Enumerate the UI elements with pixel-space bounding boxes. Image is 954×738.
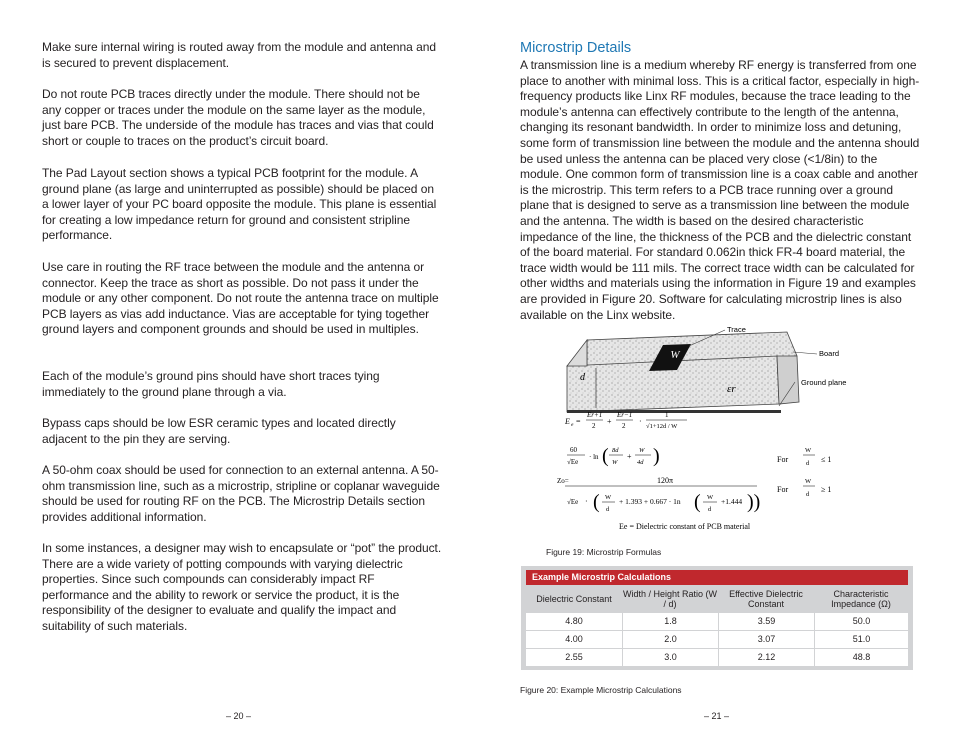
microstrip-diagram — [557, 322, 877, 538]
svg-text:+ 1.393 + 0.667 · 1n: + 1.393 + 0.667 · 1n — [619, 497, 681, 506]
characteristic-impedance-formula — [557, 445, 831, 513]
svg-text:2: 2 — [622, 422, 626, 430]
cell-characteristic-impedance: 51.0 — [852, 634, 871, 644]
svg-text:W: W — [805, 447, 812, 454]
svg-text:√Εe: √Εe — [567, 458, 579, 466]
right-page — [477, 0, 954, 738]
paragraph-bypass-caps: Bypass caps should be low ESR ceramic types and located directly adjacent to the pin they are serving. — [42, 416, 396, 446]
svg-text:(: ( — [694, 491, 701, 513]
svg-text:120π: 120π — [657, 476, 674, 485]
svg-text:For: For — [777, 485, 789, 494]
figure-19-caption: Figure 19: Microstrip Formulas — [546, 547, 662, 557]
svg-text:· ln: · ln — [589, 453, 599, 461]
effective-dielectric-formula — [564, 411, 687, 430]
paragraph-pcb-traces: Do not route PCB traces directly under the module. There should not be any copper or traces under the module on the same layer as the module, just bare PCB. The underside of the module has traces and vias that could short or couple to traces on the product’s circuit board. — [42, 87, 434, 148]
svg-text:+1.444: +1.444 — [721, 497, 743, 506]
paragraph-ground-plane: The Pad Layout section shows a typical PCB footprint for the module. A ground plane (as large and uninterrupted as possible) should be placed on a lower layer of your PC board opposite the module. This plane is essential for creating a low impedance return for ground and consistent stripline performance. — [42, 166, 437, 243]
svg-text:2: 2 — [592, 422, 596, 430]
header-effective-dielectric: Effective Dielectric Constant — [729, 589, 803, 609]
svg-text:≥ 1: ≥ 1 — [821, 485, 832, 494]
cell-effective-dielectric: 2.12 — [757, 652, 776, 662]
svg-text:≤ 1: ≤ 1 — [821, 455, 832, 464]
page-number-right: – 21 – — [704, 711, 730, 721]
svg-text:Εr−1: Εr−1 — [617, 411, 633, 419]
cell-characteristic-impedance: 48.8 — [852, 652, 871, 662]
svg-text:+: + — [627, 452, 632, 461]
svg-text:60: 60 — [570, 446, 577, 454]
svg-text:W: W — [639, 447, 645, 454]
svg-text:√Εe: √Εe — [567, 498, 579, 506]
svg-text:d: d — [806, 460, 810, 467]
w-label: W — [670, 349, 680, 361]
er-label: εr — [727, 383, 736, 395]
svg-text:d: d — [606, 506, 610, 513]
svg-text:W: W — [805, 478, 812, 485]
svg-text:e: e — [571, 422, 574, 428]
ground-plane-callout: Ground plane — [801, 378, 847, 387]
table-header-row — [526, 586, 908, 612]
cell-width-height-ratio: 3.0 — [664, 652, 677, 662]
cell-width-height-ratio: 2.0 — [664, 634, 677, 644]
table-row — [526, 649, 908, 666]
paragraph-rf-trace: Use care in routing the RF trace between the module and the antenna or connector. Keep the trace as short as possible. Do not pass it under the module or any other component. Do not route the antenna trace on multiple PCB layers as vias add inductance. Vias are acceptable for tying together ground layers and component grounds and should be used in multiples. — [42, 260, 439, 337]
section-heading: Microstrip Details — [520, 40, 632, 56]
table-row — [526, 613, 908, 630]
svg-text:W: W — [605, 494, 612, 501]
header-width-height-ratio: Width / Height Ratio (W / d) — [622, 589, 718, 609]
paragraph-coax: A 50-ohm coax should be used for connection to an external antenna. A 50-ohm transmission line, such as a microstrip, stripline or coplanar waveguide should be used for routing RF on the PCB. The Microstrip Details section provides additional information. — [42, 463, 440, 524]
header-characteristic-impedance: Characteristic Impedance (Ω) — [831, 589, 891, 609]
paragraph-potting: In some instances, a designer may wish to encapsulate or “pot” the product. There are a wide variety of potting compounds with varying dielectric properties. Since such compounds can considerably impact RF performance and the ability to rework or service the product, it is the responsibility of the designer to evaluate and qualify the impact and suitability of such materials. — [42, 541, 442, 633]
svg-text:4d: 4d — [637, 459, 644, 466]
svg-text:(: ( — [602, 445, 609, 467]
table-title: Example Microstrip Calculations — [526, 570, 908, 585]
svg-text:For: For — [777, 455, 789, 464]
d-label: d — [580, 372, 585, 383]
microstrip-body-text: A transmission line is a medium whereby RF energy is transferred from one place to another with minimal loss. This is a critical factor, especially in high-frequency products like Linx RF modules, because the trace leading to the module’s antenna can effectively contribute to the length of the antenna, changing its resonant bandwidth. In order to minimize loss and detuning, some form of transmission line between the module and the antenna should be used unless the antenna can be placed very close (<1/8in) to the module. One common form of transmission line is a coax cable and another is the microstrip. This term refers to a PCB trace running over a ground plane that is designed to serve as a transmission line between the module and the antenna. The width is based on the desired characteristic impedance of the line, the thickness of the PCB and the dielectric constant of the board material. For standard 0.062in thick FR-4 board material, the trace width would be 111 mils. The correct trace width can be calculated for other widths and materials using the information in Figure 19 and examples are provided in Figure 20. Software for calculating microstrip lines is also available on the Linx website. — [520, 58, 920, 322]
svg-text:·: · — [639, 417, 642, 426]
svg-text:d: d — [708, 506, 712, 513]
paragraph-ground-pins: Each of the module’s ground pins should have short traces tying immediately to the ground plane through a via. — [42, 369, 380, 399]
cell-width-height-ratio: 1.8 — [664, 616, 677, 626]
svg-text:1: 1 — [665, 411, 669, 419]
page-number-left: – 20 – — [226, 711, 252, 721]
svg-text:Ε: Ε — [565, 417, 570, 426]
svg-text:Εr+1: Εr+1 — [587, 411, 603, 419]
svg-text:=: = — [576, 417, 581, 426]
cell-dielectric-constant: 2.55 — [565, 652, 583, 662]
cell-characteristic-impedance: 50.0 — [852, 616, 871, 626]
dielectric-constant-note: Εe = Dielectric constant of PCB material — [619, 522, 751, 531]
svg-text:W: W — [612, 459, 618, 466]
table-row — [526, 631, 908, 648]
svg-text:√1+12d / W: √1+12d / W — [646, 423, 678, 430]
svg-text:W: W — [707, 494, 714, 501]
svg-text:d: d — [806, 491, 810, 498]
figure-20-caption: Figure 20: Example Microstrip Calculations — [520, 685, 682, 695]
paragraph-internal-wiring: Make sure internal wiring is routed away from the module and antenna and is secured to prevent displacement. — [42, 40, 436, 70]
svg-text:Zo=: Zo= — [557, 477, 569, 485]
cell-dielectric-constant: 4.00 — [565, 634, 583, 644]
svg-text:8d: 8d — [612, 447, 619, 454]
svg-text:·: · — [585, 497, 588, 506]
board-callout: Board — [819, 349, 840, 358]
svg-text:(: ( — [593, 491, 600, 513]
trace-callout: Trace — [727, 325, 746, 334]
svg-text:): ) — [653, 445, 660, 467]
microstrip-calculations-table — [521, 566, 913, 670]
svg-text:+: + — [607, 417, 612, 426]
svg-text:)): )) — [747, 491, 761, 513]
cell-effective-dielectric: 3.59 — [757, 616, 776, 626]
header-dielectric-constant: Dielectric Constant — [536, 594, 612, 604]
cell-effective-dielectric: 3.07 — [757, 634, 776, 644]
cell-dielectric-constant: 4.80 — [565, 616, 583, 626]
